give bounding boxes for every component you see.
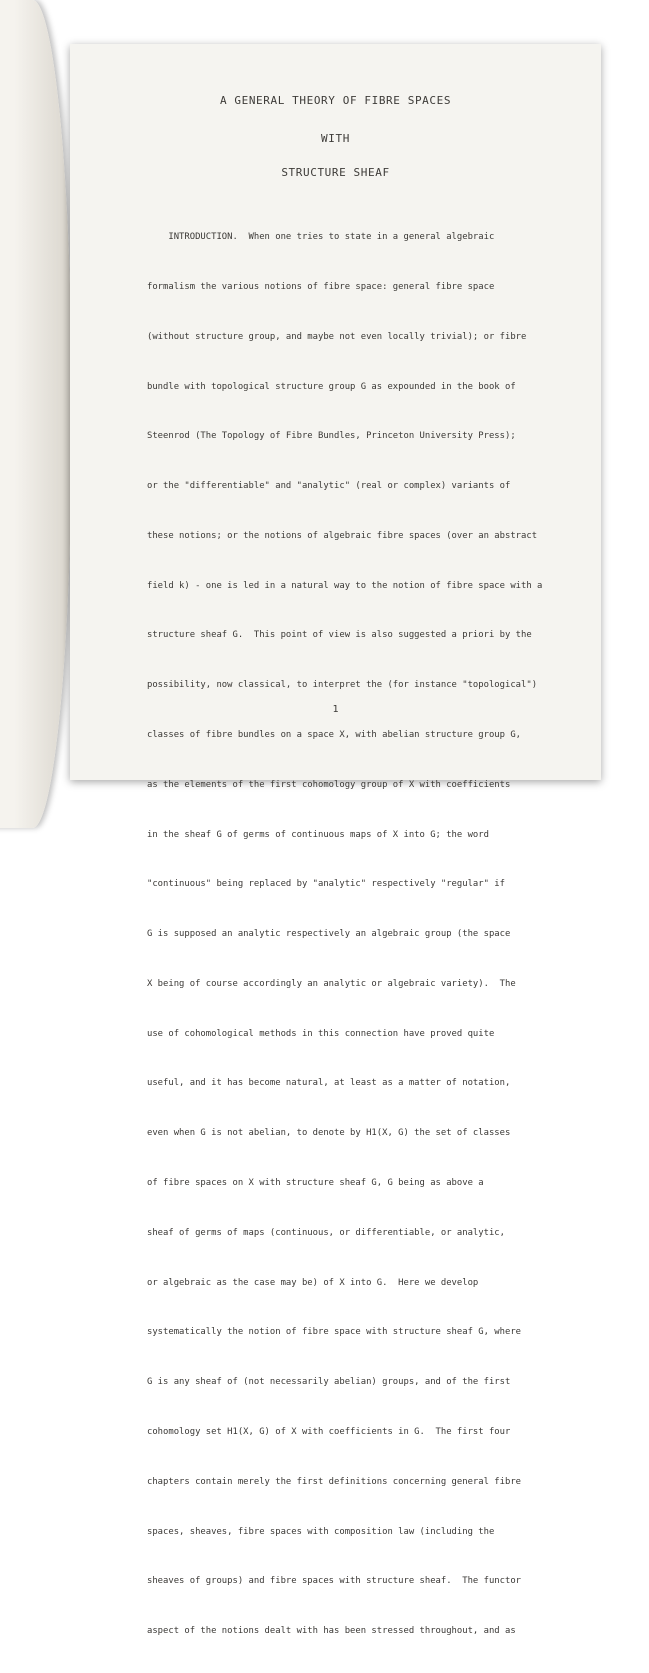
introduction-paragraph (147, 196, 543, 1673)
underlying-left-page (0, 0, 72, 828)
body-line: useful, and it has become natural, at least as a matter of notation, (147, 1078, 511, 1089)
title-line-3: STRUCTURE SHEAF (281, 166, 390, 179)
body-line: classes of fibre bundles on a space X, with abelian structure group G, (147, 730, 522, 740)
body-line: G is any sheaf of (not necessarily abelian) groups, and of the first (147, 1377, 511, 1388)
body-line: field k) - one is led in a natural way to the notion of fibre space with a (147, 580, 543, 591)
body-line: sheaf of germs of maps (continuous, or differentiable, or analytic, (147, 1227, 505, 1238)
title-line-2: WITH (321, 132, 350, 145)
document-page (70, 44, 601, 1637)
body-line: these notions; or the notions of algebraic fibre spaces (over an abstract (147, 530, 538, 541)
body-line: use of cohomological methods in this connection have proved quite (147, 1028, 495, 1039)
body-line: even when G is not abelian, to denote by H1(X, G) the set of classes (147, 1128, 511, 1139)
body-line: X being of course accordingly an analytic or algebraic variety). The (147, 978, 516, 989)
body-line: systematically the notion of fibre space with structure sheaf G, where (147, 1327, 522, 1338)
body-line: or algebraic as the case may be) of X into G. Here we develop (147, 1277, 479, 1288)
body-line: formalism the various notions of fibre space: general fibre space (147, 281, 495, 292)
body-line: INTRODUCTION. When one tries to state in a general algebraic (147, 232, 495, 243)
body-line: cohomology set H1(X, G) of X with coefficients in G. The first four (147, 1426, 511, 1437)
body-line: "continuous" being replaced by "analytic" respectively "regular" if (147, 879, 505, 890)
body-line: sheaves of groups) and fibre spaces with structure sheaf. The functor (147, 1576, 522, 1587)
body-line: as the elements of the first cohomology group of X with coefficients (147, 779, 511, 790)
body-line: structure sheaf G. This point of view is also suggested a priori by the (147, 630, 532, 641)
body-line: in the sheaf G of germs of continuous maps of X into G; the word (147, 829, 489, 840)
body-line: of fibre spaces on X with structure sheaf G, G being as above a (147, 1178, 484, 1189)
body-line: aspect of the notions dealt with has been stressed throughout, and as (147, 1626, 516, 1637)
body-line: bundle with topological structure group G as expounded in the book of (147, 381, 516, 392)
body-line: chapters contain merely the first definitions concerning general fibre (147, 1476, 522, 1487)
body-line: Steenrod (The Topology of Fibre Bundles, Princeton University Press); (147, 431, 516, 442)
body-line: or the "differentiable" and "analytic" (real or complex) variants of (147, 481, 511, 492)
body-line: possibility, now classical, to interpret the (for instance "topological") (147, 680, 538, 691)
body-line: spaces, sheaves, fibre spaces with composition law (including the (147, 1526, 495, 1537)
body-line: G is supposed an analytic respectively an algebraic group (the space (147, 929, 511, 940)
body-line: (without structure group, and maybe not even locally trivial); or fibre (147, 331, 527, 342)
title-line-1: A GENERAL THEORY OF FIBRE SPACES (219, 94, 452, 107)
page-number: 1 (332, 704, 339, 715)
